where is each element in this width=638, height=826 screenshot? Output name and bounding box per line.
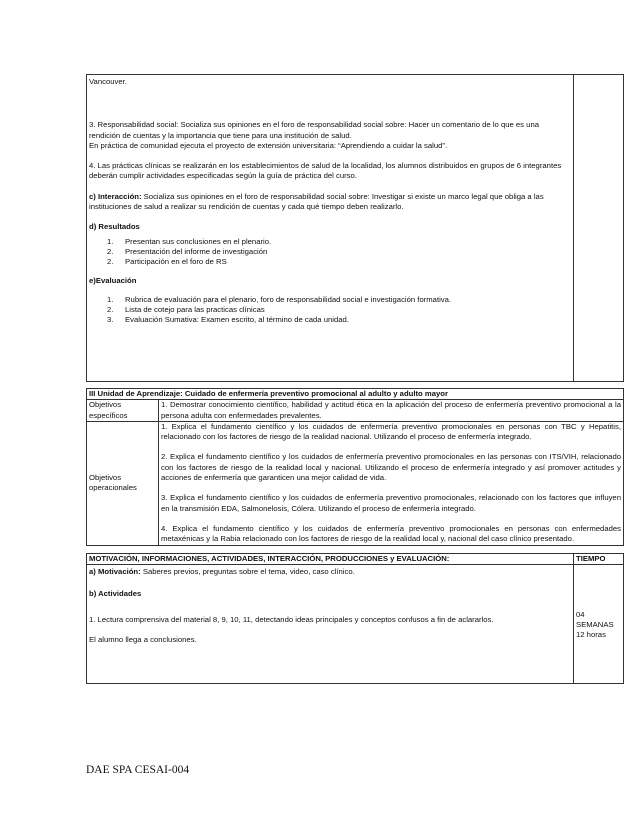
objetivo-operacional: 2. Explica el fundamento científico y los cuidados de enfermería preventivo promocionales en las personas con ITS/VIH, relacionado con los factores de riesgo de la realidad local y nacional. Utilizando el proceso de enfermería integrado y así promover actitudes y acciones de enfermería que garanticen una mejor calidad de vida.: [161, 452, 621, 483]
lectura-text: 1. Lectura comprensiva del material 8, 9, 10, 11, detectando ideas principales y conceptos confusos a fin de aclararlos.: [89, 615, 494, 625]
list-item: [107, 305, 571, 315]
list-text: Rubrica de evaluación para el plenario, foro de responsabilidad social e investigación formativa.: [125, 294, 452, 304]
document-page: [86, 74, 623, 684]
list-number: 3.: [107, 315, 114, 325]
objetivo-operacional: 3. Explica el fundamento científico y los cuidados de enfermería preventivo promocionales, relacionado con los factores que influyen en la transmisión EDA, Salmonelosis, Cólera. Utilizando el proceso de enfermería integrado.: [161, 493, 621, 513]
vancouver-text: Vancouver.: [89, 77, 127, 86]
list-item: [107, 315, 571, 325]
evaluacion-title: e)Evaluación: [89, 275, 137, 285]
motivation-header: MOTIVACIÓN, INFORMACIONES, ACTIVIDADES, INTERACCIÓN, PRODUCCIONES y EVALUACIÓN:: [87, 553, 574, 564]
list-number: 1.: [107, 294, 114, 304]
motivacion-label: a) Motivación:: [89, 566, 141, 576]
list-text: Participación en el foro de RS: [125, 257, 227, 267]
interaccion-text: Socializa sus opiniones en el foro de responsabilidad social sobre: Investigar si existe un marco legal que obliga a las instituciones de salud a realizar su rendición de cuentas y cada qué tiempo deben realizarlo.: [89, 191, 544, 212]
tiempo-horas: 12 horas: [576, 630, 606, 640]
list-number: 2.: [107, 257, 114, 267]
list-text: Lista de cotejo para las practicas clínicas: [125, 305, 265, 315]
item-3-practice-text: En práctica de comunidad ejecuta el proyecto de extensión universitaria: “Aprendiendo a cuidar la salud”.: [89, 140, 448, 150]
objetivos-operacionales-label: Objetivos operacionales: [87, 421, 159, 545]
interaccion-label: c) Interacción:: [89, 191, 142, 201]
time-cell: [574, 75, 624, 382]
list-item: [107, 257, 571, 267]
list-number: 2.: [107, 305, 114, 315]
list-item: [107, 295, 571, 305]
activities-cell: [87, 75, 574, 382]
list-item: [107, 237, 571, 247]
actividades-title: b) Actividades: [89, 589, 142, 599]
objetivo-operacional: 1. Explica el fundamento científico y los cuidados de enfermería preventivo promocionales en personas con TBC y Hepatitis, relacionado con los factores de riesgo de la realidad nacional. Utilizando el proceso de enfermería integrado.: [161, 421, 621, 442]
motivation-cell: [87, 564, 574, 683]
conclusiones-text: El alumno llega a conclusiones.: [89, 634, 197, 644]
list-number: 1.: [107, 236, 114, 246]
objetivos-especificos-text: 1. Demostrar conocimiento científico, habilidad y actitud ética en la aplicación del proceso de enfermería preventivo promocional a la persona adulta con enfermedades prevalentes.: [159, 400, 624, 422]
motivation-table: [86, 553, 624, 684]
list-text: Presentan sus conclusiones en el plenario.: [125, 236, 272, 246]
item-4-text: 4. Las prácticas clínicas se realizarán en los establecimientos de salud de la localidad, los alumnos distribuidos en grupos de 6 integrantes deberán cumplir actividades especificadas según la guía de práctica del curso.: [89, 161, 562, 181]
objetivo-operacional: 4. Explica el fundamento científico y los cuidados de enfermería preventivo promocionales en personas con enfermedades metaxénicas y la Rabia relacionado con los factores de riesgo de la realidad local y, nacional del caso clínico presentado.: [161, 523, 621, 544]
objetivos-operacionales-cell: [159, 421, 624, 545]
tiempo-semanas-label: SEMANAS: [576, 620, 614, 630]
tiempo-header: TIEMPO: [574, 553, 624, 564]
list-text: Presentación del informe de investigación: [125, 246, 268, 256]
activities-table-top: [86, 74, 624, 382]
item-3-text: 3. Responsabilidad social: Socializa sus opiniones en el foro de responsabilidad social sobre: Hacer un comentario de lo que es una rendición de cuentas y la importancia que tiene para una institución de salud.: [89, 120, 539, 140]
objetivos-especificos-label: Objetivos específicos: [87, 400, 159, 422]
list-text: Evaluación Sumativa: Examen escrito, al término de cada unidad.: [125, 315, 349, 325]
list-item: [107, 247, 571, 257]
resultados-title: d) Resultados: [89, 222, 140, 232]
tiempo-semanas-count: 04: [576, 609, 585, 619]
interaccion-paragraph: [89, 192, 571, 213]
list-number: 2.: [107, 246, 114, 256]
resultados-list: [89, 237, 571, 268]
footer-code: DAE SPA CESAI-004: [86, 764, 190, 776]
evaluacion-list: [89, 295, 571, 326]
tiempo-cell: [574, 564, 624, 683]
unit-table: [86, 388, 624, 546]
motivacion-paragraph: [89, 567, 571, 577]
motivacion-text: Saberes previos, preguntas sobre el tema, video, caso clínico.: [140, 566, 355, 576]
unit-title: III Unidad de Aprendizaje: Cuidado de enfermería preventivo promocional al adulto y adulto mayor: [87, 389, 624, 400]
